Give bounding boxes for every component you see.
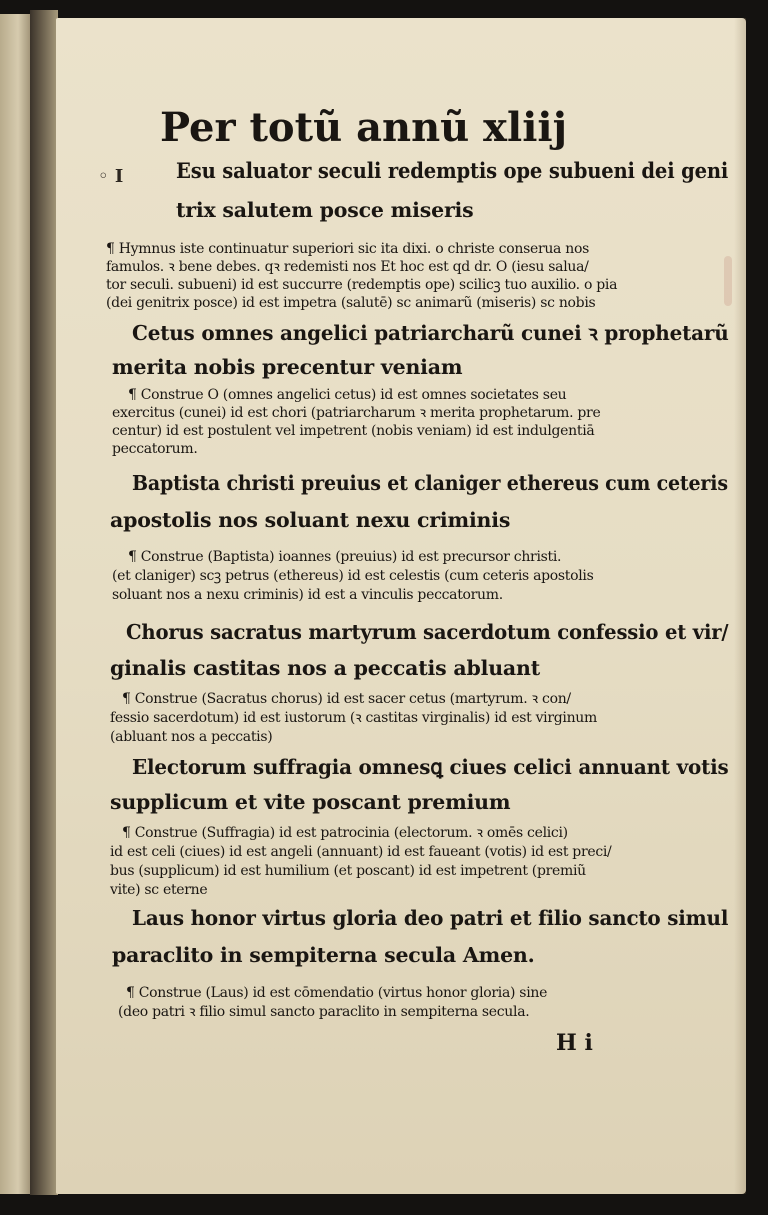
gloss-line: ¶ Construe (Laus) id est cōmendatio (virtus honor gloria) sine — [126, 985, 548, 1001]
hymn-line: Baptista christi preuius et claniger ethereus cum ceteris — [132, 471, 728, 495]
gloss-line: peccatorum. — [112, 441, 198, 457]
gloss-line: centur) id est postulent vel impetrent (nobis veniam) id est indulgentiā — [112, 423, 595, 439]
ink-stain — [724, 256, 732, 306]
gloss-line: (et claniger) scꝫ petrus (ethereus) id est celestis (cum ceteris apostolis — [112, 568, 594, 584]
hymn-line: merita nobis precentur veniam — [112, 355, 463, 379]
book-gutter — [30, 10, 58, 1195]
gloss-line: ¶ Construe (Baptista) ioannes (preuius) id est precursor christi. — [128, 549, 562, 565]
gloss-line: exercitus (cunei) id est chori (patriarcharum ꝛ merita prophetarum. pre — [112, 405, 601, 421]
hymn-line: Cetus omnes angelici patriarcharũ cunei ꝛ prophetarũ — [132, 321, 729, 345]
running-head: Per totũ annũ xliij — [160, 104, 568, 151]
gloss-line: ¶ Construe (Sacratus chorus) id est sacer cetus (martyrum. ꝛ con/ — [122, 691, 571, 707]
gloss-line: bus (supplicum) id est humilium (et poscant) id est impetrent (premiũ — [110, 863, 586, 879]
hymn-line: paraclito in sempiterna secula Amen. — [112, 943, 535, 967]
hymn-line: Laus honor virtus gloria deo patri et filio sancto simul — [132, 906, 729, 930]
hymn-line: ginalis castitas nos a peccatis abluant — [110, 656, 540, 680]
page-right-edge-shadow — [734, 18, 746, 1194]
gloss-line: fessio sacerdotum) id est iustorum (ꝛ castitas virginalis) id est virginum — [110, 710, 597, 726]
gloss-line: ¶ Construe (Suffragia) id est patrocinia (electorum. ꝛ omēs celici) — [122, 825, 568, 841]
book-page — [56, 18, 746, 1194]
gloss-line: tor seculi. subueni) id est succurre (redemptis ope) scilicꝫ tuo auxilio. o pia — [106, 277, 618, 293]
signature-mark: H i — [556, 1030, 593, 1056]
gloss-line: vite) sc eterne — [110, 882, 208, 898]
gloss-line: (abluant nos a peccatis) — [110, 729, 273, 745]
initial-mark: ◦ I — [98, 166, 124, 187]
gloss-line: id est celi (ciues) id est angeli (annuant) id est faueant (votis) id est preci/ — [110, 844, 612, 860]
hymn-line: supplicum et vite poscant premium — [110, 790, 511, 814]
hymn-line: Esu saluator seculi redemptis ope subueni dei geni — [176, 158, 729, 183]
gloss-line: famulos. ꝛ bene debes. qꝛ redemisti nos Et hoc est qd dr. O (iesu salua/ — [106, 259, 589, 275]
gloss-line: ¶ Hymnus iste continuatur superiori sic ita dixi. o christe conserua nos — [106, 241, 589, 257]
hymn-line: apostolis nos soluant nexu criminis — [110, 508, 511, 532]
gloss-line: ¶ Construe O (omnes angelici cetus) id est omnes societates seu — [128, 387, 567, 403]
gloss-line: (dei genitrix posce) id est impetra (salutē) sc animarũ (miseris) sc nobis — [106, 295, 596, 311]
left-page-edge — [0, 14, 30, 1194]
hymn-line: Electorum suffragia omnesꝗ ciues celici annuant votis — [132, 755, 729, 779]
hymn-line: trix salutem posce miseris — [176, 198, 474, 222]
gloss-line: (deo patri ꝛ filio simul sancto paraclito in sempiterna secula. — [118, 1004, 530, 1020]
hymn-line: Chorus sacratus martyrum sacerdotum confessio et vir/ — [126, 620, 729, 644]
gloss-line: soluant nos a nexu criminis) id est a vinculis peccatorum. — [112, 587, 503, 603]
